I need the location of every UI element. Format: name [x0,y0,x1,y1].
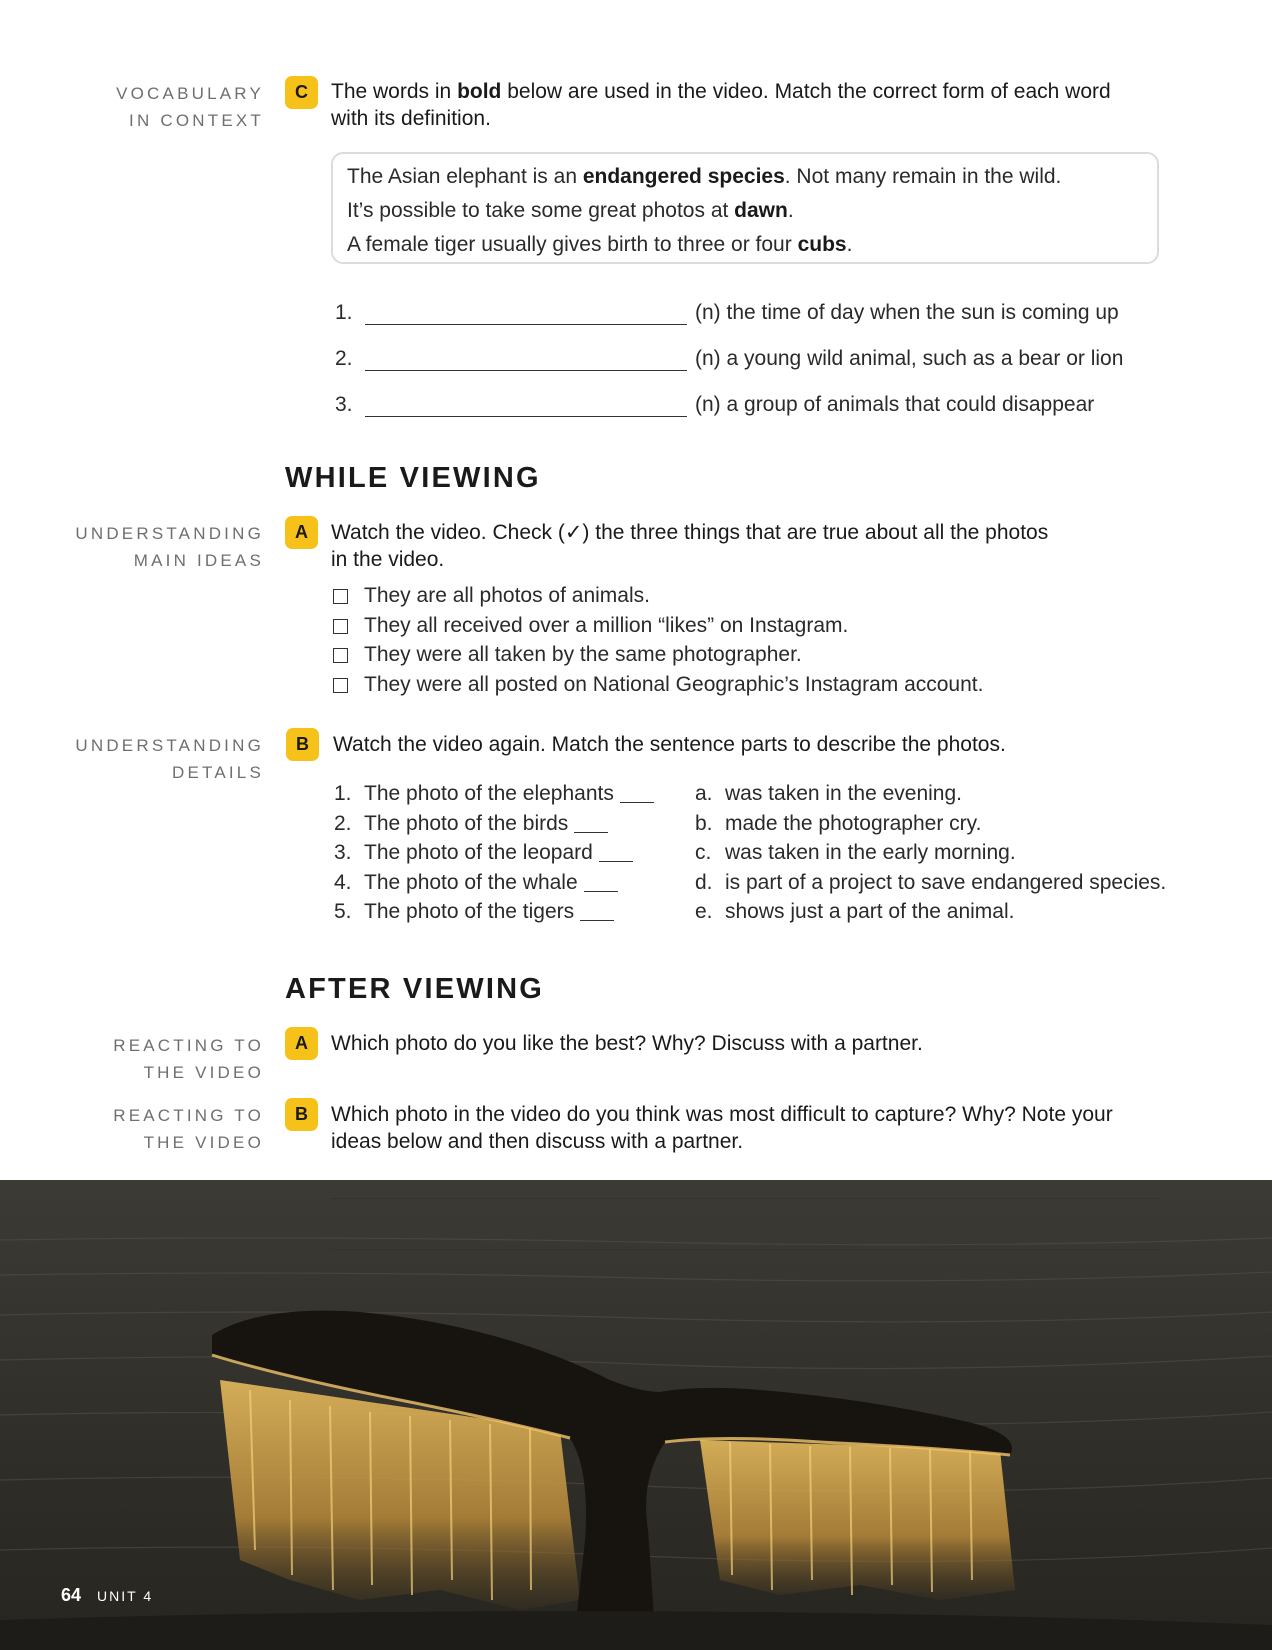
sentence-text: The Asian elephant is an [347,165,583,188]
section-label-reacting-b [113,1102,264,1156]
prompt-bold-word: bold [457,80,502,103]
label-line: IN CONTEXT [129,111,264,130]
answer-blank[interactable] [584,875,618,892]
match-left-5 [334,898,614,926]
match-text: is part of a project to save endangered species. [725,871,1167,894]
match-text: made the photographer cry. [725,812,982,835]
vocab-item-1 [335,295,1119,325]
check-option-4[interactable] [333,671,983,699]
page-footer [61,1585,153,1606]
item-number: 1. [335,301,353,324]
exercise-badge-a: A [285,516,318,549]
vocab-item-2 [335,341,1123,371]
item-letter: b. [695,812,713,835]
checkbox[interactable] [333,678,348,693]
section-label-reacting-a [113,1032,264,1086]
match-right-c [695,839,1016,867]
option-text: They are all photos of animals. [364,584,650,607]
match-left-1 [334,780,654,808]
label-line: UNDERSTANDING [75,524,264,543]
exercise-badge-b: B [285,1098,318,1131]
example-sentence [347,228,1143,262]
match-text: was taken in the early morning. [725,841,1016,864]
option-text: They were all posted on National Geographic’s Instagram account. [364,673,984,696]
sentence-text: . [787,199,794,222]
prompt-line-1: Which photo in the video do you think was most difficult to capture? Why? Note your [331,1103,1113,1126]
match-right-a [695,780,962,808]
answer-blank[interactable] [365,394,687,417]
sentence-text: . [846,233,853,256]
prompt-line-1: Watch the video. Check (✓) the three things that are true about all the photos [331,521,1049,544]
match-left-2 [334,810,608,838]
item-number: 1. [334,782,352,805]
main-ideas-prompt [331,519,1048,573]
answer-line-2[interactable] [331,1249,1161,1250]
answer-blank[interactable] [580,904,614,921]
prompt-text: below are used in the video. Match the correct form of each word [501,80,1111,103]
check-option-1[interactable] [333,582,650,610]
unit-label: UNIT 4 [97,1588,154,1604]
answer-line-1[interactable] [331,1198,1161,1199]
example-sentence [347,160,1143,194]
check-option-2[interactable] [333,612,848,640]
sentence-text: It’s possible to take some great photos at [347,199,735,222]
match-left-3 [334,839,633,867]
details-prompt: Watch the video again. Match the sentence parts to describe the photos. [333,733,1006,756]
prompt-line-2: ideas below and then discuss with a partner. [331,1130,744,1153]
label-line: REACTING TO [113,1036,264,1055]
checkbox[interactable] [333,619,348,634]
item-number: 2. [334,812,352,835]
option-text: They all received over a million “likes” on Instagram. [364,614,849,637]
label-line: MAIN IDEAS [133,551,264,570]
section-label-details [75,732,264,786]
prompt-line-2: in the video. [331,548,445,571]
item-number: 3. [335,393,353,416]
exercise-badge-b: B [286,728,319,761]
match-text: The photo of the leopard [364,841,593,864]
answer-blank[interactable] [574,816,608,833]
definition: (n) a group of animals that could disappear [695,393,1095,416]
match-text: The photo of the birds [364,812,569,835]
answer-blank[interactable] [620,786,654,803]
section-heading-after-viewing: AFTER VIEWING [285,973,544,1005]
section-label-main-ideas [75,520,264,574]
checkbox[interactable] [333,589,348,604]
item-letter: c. [695,841,712,864]
match-text: shows just a part of the animal. [725,900,1015,923]
match-text: The photo of the tigers [364,900,575,923]
label-line: DETAILS [172,763,264,782]
example-sentences-box [331,152,1159,264]
answer-blank[interactable] [365,348,687,371]
match-right-d [695,869,1166,897]
section-heading-while-viewing: WHILE VIEWING [285,462,541,494]
vocab-word: endangered species [582,165,785,188]
prompt-line-1 [331,78,1111,105]
match-right-e [695,898,1014,926]
item-letter: e. [695,900,713,923]
label-line: VOCABULARY [116,84,264,103]
vocab-word: dawn [734,199,788,222]
item-letter: a. [695,782,713,805]
section-label-vocabulary [116,80,264,134]
reacting-prompt-a: Which photo do you like the best? Why? Discuss with a partner. [331,1032,923,1055]
check-option-3[interactable] [333,641,802,669]
option-text: They were all taken by the same photographer. [364,643,802,666]
reacting-prompt-b [331,1101,1113,1155]
item-number: 2. [335,347,353,370]
prompt-text: The words in [331,80,458,103]
answer-blank[interactable] [599,845,633,862]
sentence-text: A female tiger usually gives birth to three or four [347,233,798,256]
definition: (n) a young wild animal, such as a bear or lion [695,347,1124,370]
label-line: UNDERSTANDING [75,736,264,755]
match-text: The photo of the elephants [364,782,614,805]
label-line: REACTING TO [113,1106,264,1125]
answer-blank[interactable] [365,302,687,325]
sentence-text: . Not many remain in the wild. [784,165,1062,188]
item-number: 4. [334,871,352,894]
label-line: THE VIDEO [143,1063,264,1082]
vocab-word: cubs [797,233,847,256]
match-text: The photo of the whale [364,871,578,894]
definition: (n) the time of day when the sun is coming up [695,301,1119,324]
vocab-prompt [331,78,1111,132]
item-number: 5. [334,900,352,923]
prompt-line-2: with its definition. [331,107,491,130]
match-right-b [695,810,981,838]
checkbox[interactable] [333,648,348,663]
exercise-badge-a: A [285,1027,318,1060]
vocab-item-3 [335,387,1094,417]
label-line: THE VIDEO [143,1133,264,1152]
item-letter: d. [695,871,713,894]
item-number: 3. [334,841,352,864]
match-left-4 [334,869,618,897]
match-text: was taken in the evening. [725,782,962,805]
exercise-badge-c: C [285,76,318,109]
whale-tail-photo [0,1180,1272,1650]
page-number: 64 [61,1585,82,1605]
example-sentence [347,194,1143,228]
